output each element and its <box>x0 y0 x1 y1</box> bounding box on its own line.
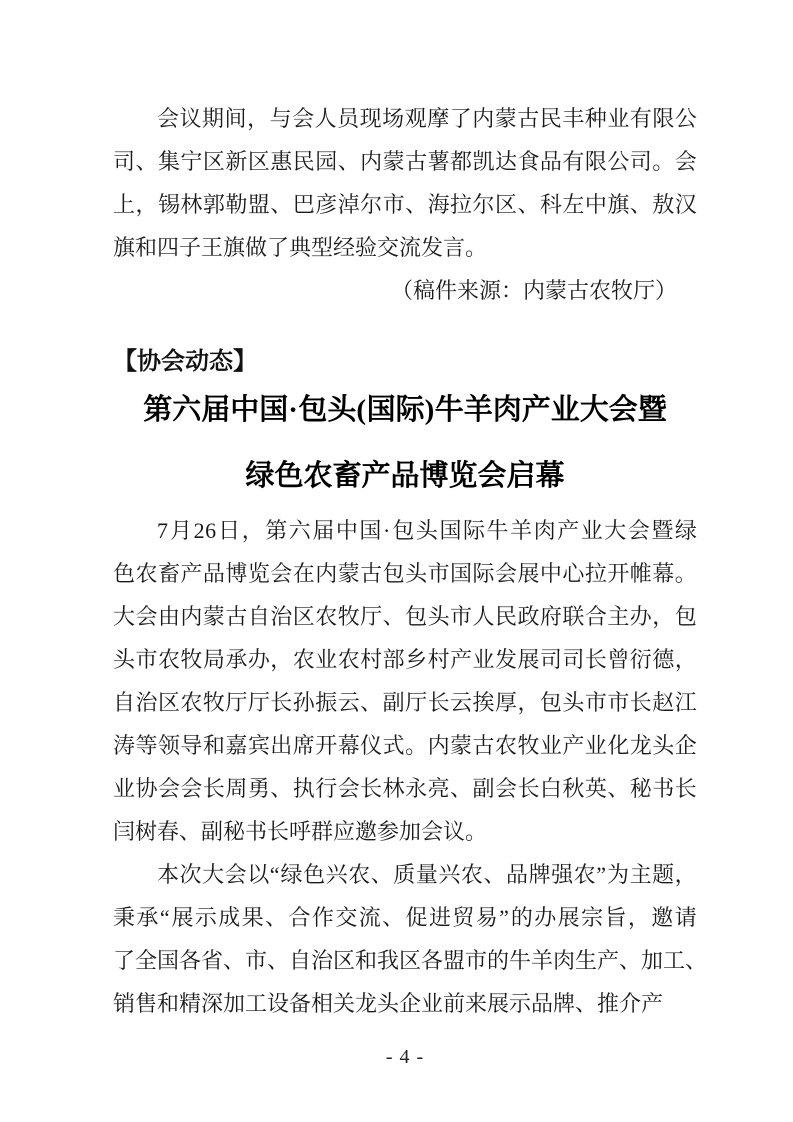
article-paragraph-1 <box>113 509 697 853</box>
text-line: 销售和精深加工设备相关龙头企业前来展示品牌、推介产 <box>113 991 664 1016</box>
text-block <box>113 97 708 1025</box>
text-line: 大 会 由 内 蒙 古 自 治 区 农 牧 厅 、 包 头 市 人 民 政 府 联 合 主 办 ， 包 <box>113 604 698 629</box>
text-line: 闫树春、副秘书长呼群应邀参加会议。 <box>113 819 488 844</box>
text-line: 7 月 26 日 ， 第 六 届 中 国 · 包 头 国 际 牛 羊 肉 产 业 大 会 暨 绿 <box>157 518 698 543</box>
text-line: 司 、 集 宁 区 新 区 惠 民 园 、 内 蒙 古 薯 都 凯 达 食 品 有 限 公 司 。 会 <box>113 149 698 174</box>
text-line: 自 治 区 农 牧 厅 厅 长 孙 振 云 、 副 厅 长 云 挨 厚 ， 包 头 市 市 长 赵 江 <box>113 690 698 715</box>
text-line: 头 市 农 牧 局 承 办 ， 农 业 农 村 部 乡 村 产 业 发 展 司 司 长 曾 衍 德 ， <box>113 647 698 672</box>
article-title-line-2: 绿色农畜产品博览会启幕 <box>245 460 566 492</box>
text-line: 本 次 大 会 以 “ 绿 色 兴 农 、 质 量 兴 农 、 品 牌 强 农 ” 为 主 题 ， <box>157 862 698 887</box>
text-line: 旗和四子王旗做了典型经验交流发言。 <box>113 235 488 260</box>
text-line: 秉 承 “ 展 示 成 果 、 合 作 交 流 、 促 进 贸 易 ” 的 办 展 宗 旨 ， 邀 请 <box>113 905 698 930</box>
source-attribution: （稿件来源：内蒙古农牧厅） <box>391 278 678 303</box>
text-line: 了 全 国 各 省 、 市 、 自 治 区 和 我 区 各 盟 市 的 牛 羊 肉 生 产 、 加 工 、 <box>113 948 708 973</box>
article-title-line-1: 第六届中国·包头(国际)牛羊肉产业大会暨 <box>143 394 668 426</box>
article-paragraph-2 <box>113 853 708 1025</box>
text-line: 会 议 期 间 ， 与 会 人 员 现 场 观 摩 了 内 蒙 古 民 丰 种 业 有 限 公 <box>157 106 698 131</box>
text-line: 涛 等 领 导 和 嘉 宾 出 席 开 幕 仪 式 。 内 蒙 古 农 牧 业 产 业 化 龙 头 企 <box>113 733 698 758</box>
page-number: - 4 - <box>385 1046 425 1068</box>
closing-paragraph <box>113 97 697 269</box>
text-line: 色 农 畜 产 品 博 览 会 在 内 蒙 古 包 头 市 国 际 会 展 中 心 拉 开 帷 幕 。 <box>113 561 698 586</box>
text-line: 业 协 会 会 长 周 勇 、 执 行 会 长 林 永 亮 、 副 会 长 白 秋 英 、 秘 书 长 <box>113 776 698 801</box>
section-header: 【协会动态】 <box>113 348 258 375</box>
text-line: 上 ， 锡 林 郭 勒 盟 、 巴 彦 淖 尔 市 、 海 拉 尔 区 、 科 左 中 旗 、 敖 汉 <box>113 192 698 217</box>
article-title <box>113 377 697 509</box>
